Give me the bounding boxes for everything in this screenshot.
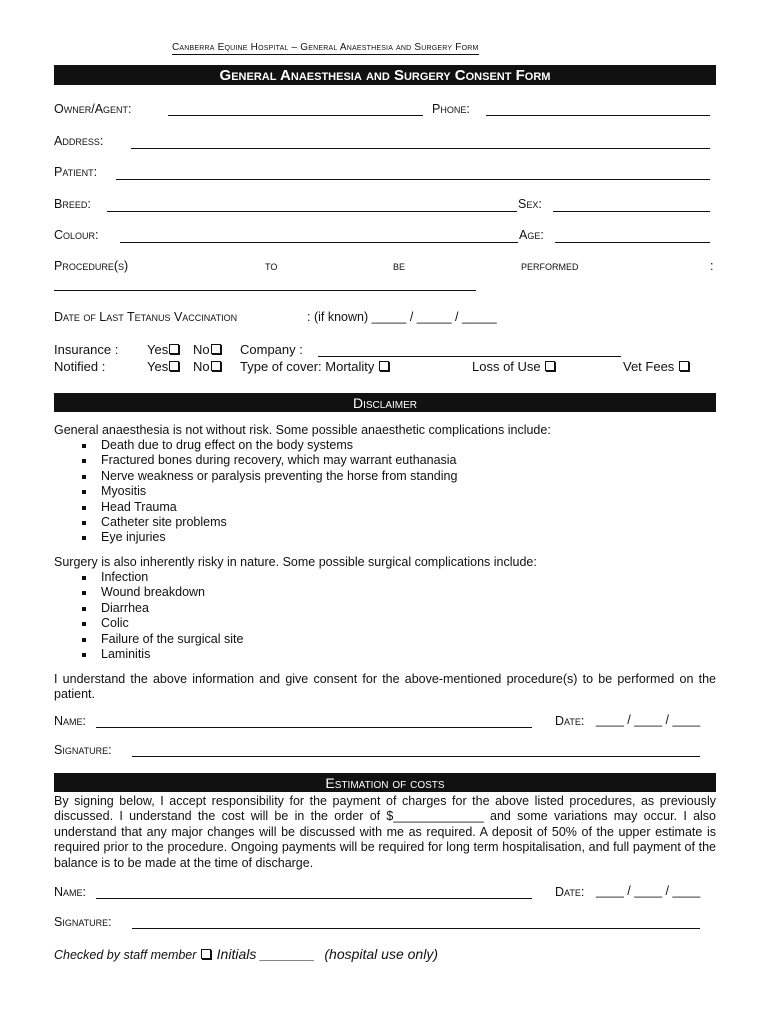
phone-label: Phone:: [432, 102, 470, 116]
costs-name-label: Name:: [54, 885, 87, 899]
list-item: Catheter site problems: [80, 515, 457, 530]
consent-date-field[interactable]: ____ / ____ / ____: [596, 713, 701, 727]
list-item: Laminitis: [80, 647, 243, 662]
notified-no-option[interactable]: [193, 359, 223, 374]
company-label: Company :: [240, 342, 303, 357]
list-item: Colic: [80, 616, 243, 631]
procedure-word-3: be: [393, 259, 406, 273]
list-item: Myositis: [80, 484, 457, 499]
procedure-word-5: :: [710, 259, 714, 273]
patient-label: Patient:: [54, 165, 98, 179]
notified-yes-label: Yes: [147, 359, 169, 374]
phone-field[interactable]: [486, 115, 710, 116]
surgery-intro: Surgery is also inherently risky in nature. Some possible surgical complications include:: [54, 555, 537, 569]
procedure-word-4: performed: [521, 259, 579, 273]
insurance-yes-option[interactable]: [147, 342, 181, 357]
costs-signature-field[interactable]: [132, 928, 700, 929]
tetanus-date-field[interactable]: : (if known) _____ / _____ / _____: [307, 310, 497, 324]
notified-label: Notified :: [54, 359, 106, 374]
list-item: Nerve weakness or paralysis preventing the horse from standing: [80, 469, 457, 484]
disclaimer-heading: Disclaimer: [54, 393, 716, 412]
consent-text: I understand the above information and give consent for the above-mentioned procedure(s) to be performed on the patient.: [54, 672, 716, 702]
checkbox-icon[interactable]: [169, 344, 179, 354]
procedure-word-1: Procedure(s): [54, 259, 129, 273]
vet-fees-label: Vet Fees: [623, 359, 675, 374]
consent-signature-label: Signature:: [54, 743, 112, 757]
list-item: Failure of the surgical site: [80, 632, 243, 647]
address-label: Address:: [54, 134, 104, 148]
patient-field[interactable]: [116, 179, 710, 180]
insurance-no-label: No: [193, 342, 210, 357]
consent-name-label: Name:: [54, 714, 87, 728]
checkbox-icon[interactable]: [201, 949, 211, 959]
anaesthesia-intro: General anaesthesia is not without risk. Some possible anaesthetic complications include:: [54, 423, 551, 437]
list-item: Infection: [80, 570, 243, 585]
hospital-use-note: (hospital use only): [324, 946, 438, 962]
owner-field[interactable]: [168, 115, 423, 116]
breed-field[interactable]: [107, 211, 517, 212]
procedure-field[interactable]: [54, 290, 476, 291]
list-item: Eye injuries: [80, 530, 457, 545]
cover-mortality-option[interactable]: [240, 359, 391, 374]
tetanus-label: Date of Last Tetanus Vaccination: [54, 310, 238, 324]
checkbox-icon[interactable]: [679, 361, 689, 371]
address-field[interactable]: [131, 148, 710, 149]
running-header: Canberra Equine Hospital – General Anaesthesia and Surgery Form: [172, 42, 479, 53]
staff-check-row: [54, 946, 438, 962]
anaesthesia-list: [80, 438, 457, 546]
sex-field[interactable]: [553, 211, 710, 212]
company-field[interactable]: [318, 356, 621, 357]
form-title: General Anaesthesia and Surgery Consent Form: [54, 65, 716, 85]
checkbox-icon[interactable]: [545, 361, 555, 371]
costs-heading: Estimation of costs: [54, 773, 716, 792]
cover-vet-fees-option[interactable]: [623, 359, 691, 374]
colour-label: Colour:: [54, 228, 99, 242]
costs-text: By signing below, I accept responsibility for the payment of charges for the above listed procedures, as previously discussed. I understand the cost will be in the order of $_____________ and some variations may occur. I also understand that any major changes will be discussed with me as required. A deposit of 50% of the upper estimate is required prior to the procedure. Ongoing payments will be required for long term hospitalisation, and full payment of the balance is to be made at the time of discharge.: [54, 794, 716, 870]
surgery-list: [80, 570, 243, 662]
checkbox-icon[interactable]: [211, 344, 221, 354]
insurance-yes-label: Yes: [147, 342, 169, 357]
costs-signature-label: Signature:: [54, 915, 112, 929]
notified-yes-option[interactable]: [147, 359, 181, 374]
list-item: Fractured bones during recovery, which may warrant euthanasia: [80, 453, 457, 468]
list-item: Death due to drug effect on the body systems: [80, 438, 457, 453]
insurance-no-option[interactable]: [193, 342, 223, 357]
loss-of-use-label: Loss of Use: [472, 359, 541, 374]
checkbox-icon[interactable]: [211, 361, 221, 371]
breed-label: Breed:: [54, 197, 91, 211]
age-field[interactable]: [555, 242, 710, 243]
colour-field[interactable]: [120, 242, 518, 243]
sex-label: Sex:: [518, 197, 542, 211]
consent-date-label: Date:: [555, 714, 585, 728]
insurance-label: Insurance :: [54, 342, 119, 357]
consent-name-field[interactable]: [96, 727, 532, 728]
initials-field[interactable]: Initials _______: [216, 946, 315, 962]
cover-loss-of-use-option[interactable]: [472, 359, 557, 374]
costs-date-label: Date:: [555, 885, 585, 899]
costs-date-field[interactable]: ____ / ____ / ____: [596, 884, 701, 898]
notified-no-label: No: [193, 359, 210, 374]
costs-name-field[interactable]: [96, 898, 532, 899]
owner-label: Owner/Agent:: [54, 102, 132, 116]
consent-signature-field[interactable]: [132, 756, 700, 757]
checkbox-icon[interactable]: [169, 361, 179, 371]
list-item: Diarrhea: [80, 601, 243, 616]
list-item: Head Trauma: [80, 500, 457, 515]
list-item: Wound breakdown: [80, 585, 243, 600]
checked-by-label: Checked by staff member: [54, 948, 197, 962]
checkbox-icon[interactable]: [379, 361, 389, 371]
age-label: Age:: [519, 228, 544, 242]
cover-label: Type of cover: Mortality: [240, 359, 375, 374]
procedure-word-2: to: [265, 259, 278, 273]
